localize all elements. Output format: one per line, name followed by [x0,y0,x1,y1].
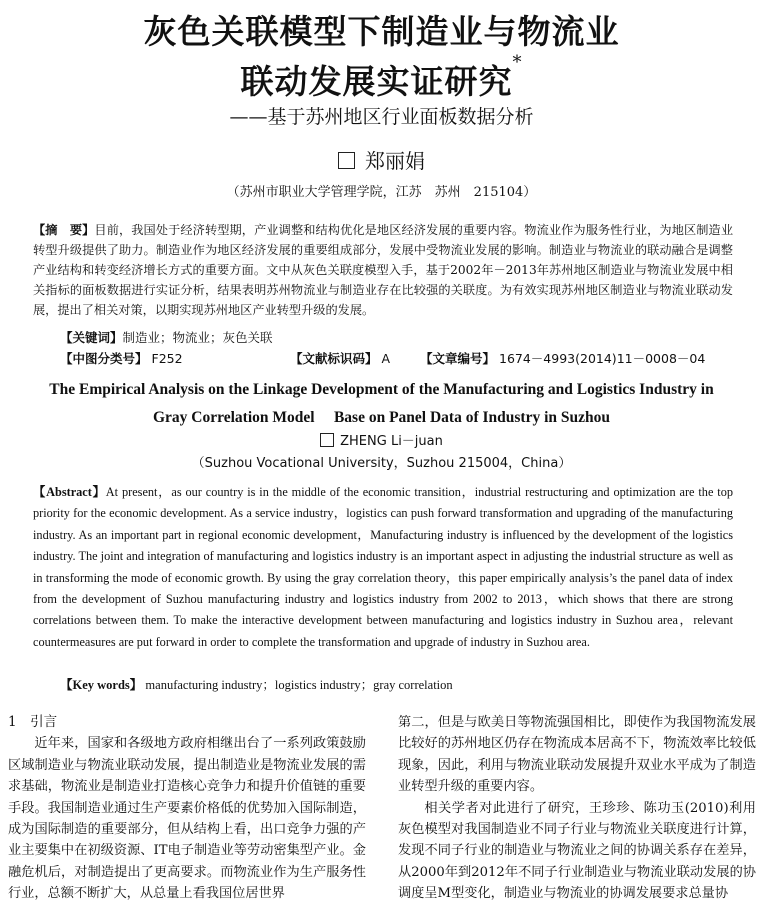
chinese-abstract [33,220,733,320]
article-number-field [420,349,730,367]
english-title-line-1: The Empirical Analysis on the Linkage Development of the Manufacturing and Logistics Industry in [49,381,714,398]
title-footnote-marker: * [512,52,523,73]
title-line-2-text: 联动发展实证研究 [240,62,513,101]
clc-value: F252 [151,351,183,366]
english-keywords-text: manufacturing industry；logistics industry；gray correlation [145,678,453,692]
english-author-box-icon [320,433,334,447]
chinese-abstract-text: 目前，我国处于经济转型期，产业调整和结构优化是地区经济发展的重要内容。物流业作为服务性行业，为地区制造业转型升级提供了助力。制造业作为地区经济发展的重要组成部分，发展中受物流业发展的影响。制造业与物流业的联动融合是调整产业结构和转变经济增长方式的重要方面。文中从灰色关联度模型入手，基于2002年－2013年苏州地区制造业与物流业发展中相关指标的面板数据进行实证分析，结果表明苏州物流业与制造业存在比较强的关联度。为有效实现苏州地区制造业与物流业联动发展，提出了相关对策，以期实现苏州地区产业转型升级的发展。 [33,223,734,317]
doc-code-value: A [381,351,391,366]
chinese-keywords-text: 制造业；物流业；灰色关联 [122,330,273,345]
section-1-heading: 1 引言 [8,714,58,730]
title-line-1: 灰色关联模型下制造业与物流业 [143,12,620,51]
english-author [0,430,763,449]
english-abstract-label: 【Abstract】 [33,485,106,499]
author-name: 郑丽娟 [365,149,425,173]
chinese-keywords-label: 【关键词】 [60,330,123,345]
chinese-keywords [60,328,273,346]
author [0,145,763,174]
english-author-name: ZHENG Li－juan [340,434,443,449]
subtitle: ——基于苏州地区行业面板数据分析 [229,106,534,128]
english-abstract [33,482,733,653]
chinese-abstract-label: 【摘 要】 [33,223,95,237]
doc-code-label: 【文献标识码】 [290,351,378,366]
body-paragraph-right-1: 第二，但是与欧美日等物流强国相比，即使作为我国物流发展比较好的苏州地区仍存在物流成本居高不下，物流效率比较低现象，因此，利用与物流业联动发展提升双业水平成为了制造业转型升级的重要内容。 [398,715,756,795]
body-paragraph-right-2: 相关学者对此进行了研究，王珍珍、陈功玉(2010)利用灰色模型对我国制造业不同子行业与物流业关联度进行计算，发现不同子行业的制造业与物流业之间的协调关系存在差异，从2000年到2012年不同子行业制造业与物流业联动发展的协调度呈M型变化，制造业与物流业的协调发展要求总量协 [398,800,756,902]
author-box-icon [338,152,355,169]
article-number-label: 【文章编号】 [420,351,496,366]
body-column-left [8,712,366,905]
body-paragraph-left: 近年来，国家和各级地方政府相继出台了一系列政策鼓励区域制造业与物流业联动发展，提出制造业是物流业发展的需求基础，物流业是制造业打造核心竞争力和提升价值链的重要手段。我国制造业通过生产要素价格低的优势加入国际制造，成为国际制造的重要部分，但从结构上看，出口竞争力强的产业主要集中在初级资源、IT电子制造业等劳动密集型产业。金融危机后，对制造提出了更高要求。而物流业作为生产服务性行业，总额不断扩大，从总量上看我国位居世界 [8,736,366,902]
english-keywords-label: 【Key words】 [60,678,143,692]
clc-field [60,349,290,367]
article-metadata [60,349,740,367]
title-line-2 [0,52,763,103]
doc-code-field [290,349,420,367]
english-abstract-text: At present，as our country is in the middle of the economic transition，industrial restructuring and optimization are the top priority for the economic development. As a service industry，logistics can push forward transformation and upgrading of the manufacturing industry. As an important part in regional economic development，Manufacturing industry is influenced by the development of the logistics industry. The joint and integration of manufacturing and logistics industry is an important aspect in adjusting the industrial structure as well as in transforming the mode of economic growth. By using the gray correlation theory，this paper empirically analysis’s the panel data of index from the development of Suzhou manufacturing industry and logistics industry from 2002 to 2013，which shows that there are strong correlations between them. To make the interactive development between manufacturing and logistics industry in Suzhou area，relevant countermeasures are put forward in order to complete the transformation and upgrade of industry in Suzhou area. [33,485,733,649]
body-column-right [398,712,756,905]
english-affiliation: （Suzhou Vocational University，Suzhou 215004，China） [191,456,572,471]
clc-label: 【中图分类号】 [60,351,148,366]
english-keywords [60,675,453,693]
article-number-value: 1674－4993(2014)11－0008－04 [499,351,706,366]
english-title-line-2: Gray Correlation Model Base on Panel Data of Industry in Suzhou [153,409,610,426]
affiliation: （苏州市职业大学管理学院，江苏 苏州 215104） [226,185,537,200]
